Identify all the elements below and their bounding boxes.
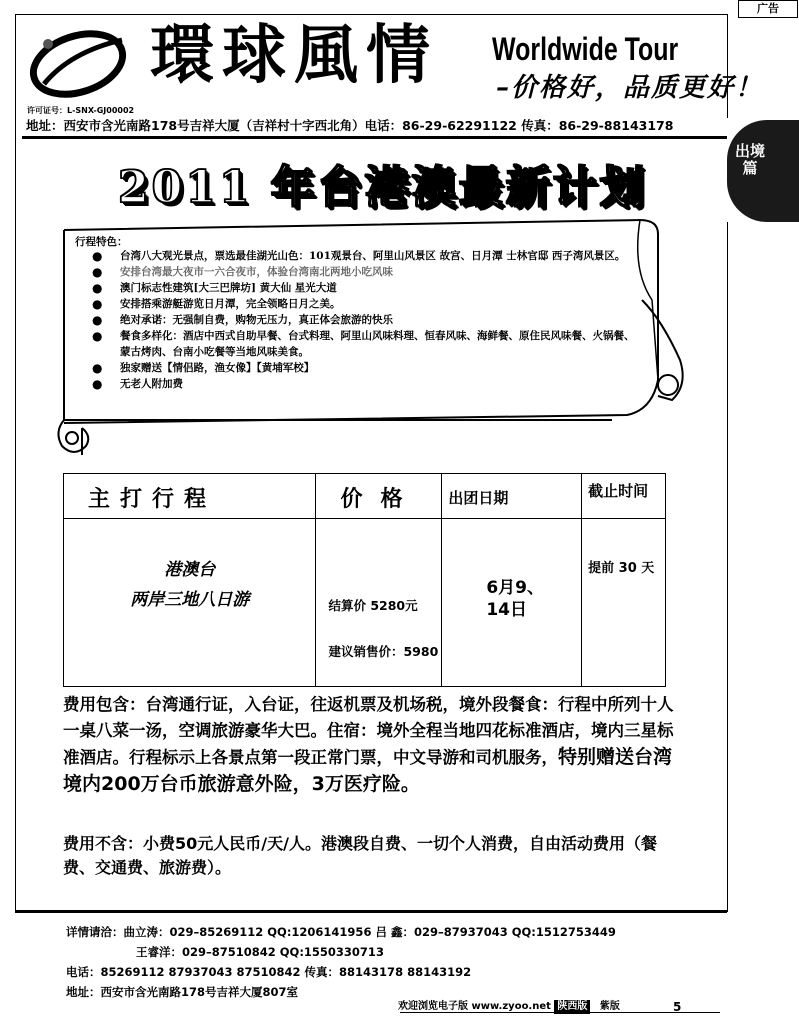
frame-top-border [15,14,727,15]
features-list [92,248,642,392]
feature-item [92,376,642,392]
contact-phone-line: 电话：85269112 87937043 87510842 传真：88143178 88143192 [66,965,472,979]
bullet-icon: ● [92,265,103,279]
contact-line: 王睿洋：029–87510842 QQ:1550330713 [136,945,384,959]
header-route: 主打行程 [64,474,316,519]
feature-text: 澳门标志性建筑[大三巴牌坊] 黄大仙 星光大道 [120,282,337,294]
contact-address-line: 地址：西安市含光南路178号吉祥大厦807室 [66,985,299,999]
tour-table [63,473,666,687]
bullet-icon: ● [92,281,103,295]
table-row [64,519,666,687]
footer-edition-tag: 陕西版 [554,1000,590,1014]
frame-left-border [15,14,16,912]
page-title: 2011 年台港澳最新计划 [118,162,647,213]
section-tab-line2: 篇 [742,159,758,177]
bullet-icon: ● [92,377,103,391]
feature-text: 安排台湾最大夜市一六合夜市，体验台湾南北两地小吃风味 [120,266,393,278]
header-deadline: 截止时间 [582,474,666,519]
section-tab-label [733,143,767,177]
feature-text: 独家赠送【情侣路，渔女像】【黄埔军校】 [120,362,315,374]
brand-name-en: Worldwide Tour [492,31,679,67]
contact-line: 详情请洽：曲立涛：029–85269112 QQ:1206141956 吕 鑫：029–87937043 QQ:1512753449 [66,925,616,939]
contact-block [66,922,616,1002]
header-address: 地址：西安市含光南路178号吉祥大厦（吉祥村十字西北角）电话：86-29-62291122 传真：86-29-88143178 [26,118,674,133]
brand-slogan: –价格好，品质更好！ [496,73,764,103]
fees-excluded: 费用不含：小费50元人民币/天/人。港澳段自费、一切个人消费，自由活动费用（餐费、交通费、旅游费）。 [63,834,657,877]
header-price: 价格 [316,474,442,519]
features-title: 行程特色： [75,236,128,248]
page-number: 5 [673,1000,682,1014]
feature-item [92,280,642,296]
route-name: 港澳台 [164,560,216,580]
dates-cell [442,519,582,687]
settle-price: 结算价 5280元 [328,598,418,613]
dates-line2: 14日 [486,600,527,620]
bullet-icon: ● [92,249,103,263]
dates-line1: 6月9、 [486,578,544,598]
feature-text: 台湾八大观光景点，票选最佳湖光山色：101观景台、阿里山风景区 故宫、日月潭 士林官邸 西子湾风景区。 [120,250,626,262]
route-cell [64,519,316,687]
suggested-price: 建议销售价：5980 [328,644,439,659]
fees-bonus-text: 特别赠送台湾境内200万台币旅游意外险，3万医疗险。 [63,746,673,795]
route-subtitle: 两岸三地八日游 [130,590,250,610]
deadline-cell: 提前 30 天 [582,519,666,687]
footer-edition: 紫版 [599,1001,620,1012]
feature-item [92,248,642,264]
table-header-row [64,474,666,519]
bullet-icon: ● [92,297,103,311]
footer-website: 欢迎浏览电子版 www.zyoo.net [398,1001,551,1012]
footer-divider [15,910,727,913]
header-divider [22,136,727,139]
feature-text: 绝对承诺：无强制自费，购物无压力，真正体会旅游的快乐 [120,314,393,326]
feature-item [92,264,642,280]
brand-logo [26,22,130,102]
fees-included [63,692,683,798]
feature-item [92,296,642,312]
feature-item [92,312,642,328]
footer [398,1000,620,1014]
license-number: 许可证号：L-SNX-GJ00002 [27,106,135,115]
frame-right-border-lower [727,222,728,912]
bullet-icon: ● [92,313,103,327]
price-cell [316,519,442,687]
section-tab-line1: 出境 [734,142,765,160]
bullet-icon: ● [92,361,103,375]
brand-name-cn: 環球風情 [150,18,438,93]
feature-text: 安排搭乘游艇游览日月潭，完全领略日月之美。 [120,298,341,310]
bullet-icon: ● [92,329,103,343]
feature-item [92,360,642,376]
feature-text: 无老人附加费 [120,378,183,390]
fees-included-text: 费用包含：台湾通行证，入台证，往返机票及机场税，境外段餐食：行程中所列十人一桌八菜一汤，空调旅游豪华大巴。住宿：境外全程当地四花标准酒店，境内三星标准酒店。行程标示上各景点第一段正常门票，中文导游和司机服务， [63,695,674,767]
feature-item [92,328,642,360]
header-dates: 出团日期 [442,474,582,519]
ad-badge: 广告 [738,0,798,18]
feature-text: 餐食多样化：酒店中西式自助早餐、台式料理、阿里山风味料理、恒春风味、海鲜餐、原住民风味餐、火锅餐、蒙古烤肉、台南小吃餐等当地风味美食。 [120,330,635,358]
